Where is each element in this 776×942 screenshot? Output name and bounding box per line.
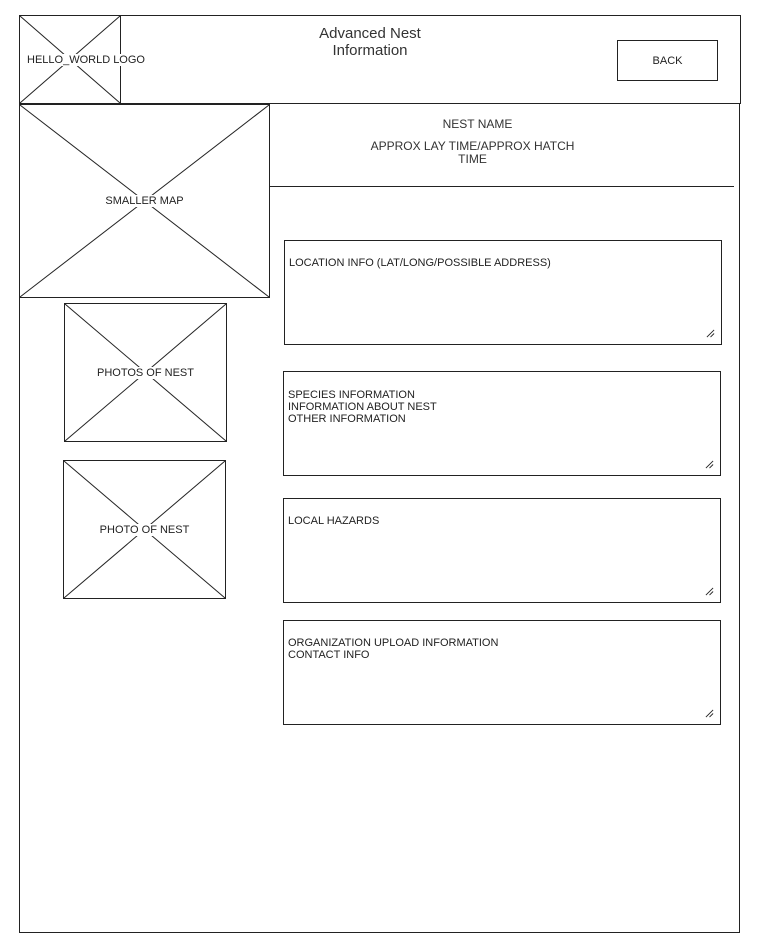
map-label: SMALLER MAP (105, 195, 184, 207)
nest-photo-1[interactable] (64, 303, 227, 442)
species-info-text: SPECIES INFORMATION INFORMATION ABOUT NEST OTHER INFORMATION (288, 389, 437, 425)
nest-photo-2[interactable] (63, 460, 226, 599)
lay-hatch-time: APPROX LAY TIME/APPROX HATCH TIME (370, 139, 575, 166)
resize-grip-icon[interactable] (705, 709, 714, 718)
species-info-textarea[interactable] (283, 371, 721, 476)
page-title-line2: Information (332, 42, 408, 59)
organization-info-textarea[interactable] (283, 620, 721, 725)
location-info-text: LOCATION INFO (LAT/LONG/POSSIBLE ADDRESS) (289, 257, 551, 269)
resize-grip-icon[interactable] (705, 587, 714, 596)
divider (270, 186, 734, 187)
back-button[interactable]: BACK (617, 40, 718, 81)
smaller-map[interactable] (19, 104, 270, 298)
organization-info-text: ORGANIZATION UPLOAD INFORMATION CONTACT INFO (288, 637, 499, 661)
logo-label: HELLO_WORLD LOGO (27, 53, 145, 66)
nest-name: NEST NAME (442, 117, 513, 131)
local-hazards-text: LOCAL HAZARDS (288, 515, 380, 527)
page-title (300, 25, 440, 59)
local-hazards-textarea[interactable] (283, 498, 721, 603)
photo-label: PHOTOS OF NEST (97, 366, 194, 379)
logo-placeholder (19, 15, 145, 104)
page-title-line1: Advanced Nest (319, 25, 421, 42)
location-info-textarea[interactable] (284, 240, 722, 345)
resize-grip-icon[interactable] (706, 329, 715, 338)
photo-label: PHOTO OF NEST (99, 523, 190, 536)
resize-grip-icon[interactable] (705, 460, 714, 469)
